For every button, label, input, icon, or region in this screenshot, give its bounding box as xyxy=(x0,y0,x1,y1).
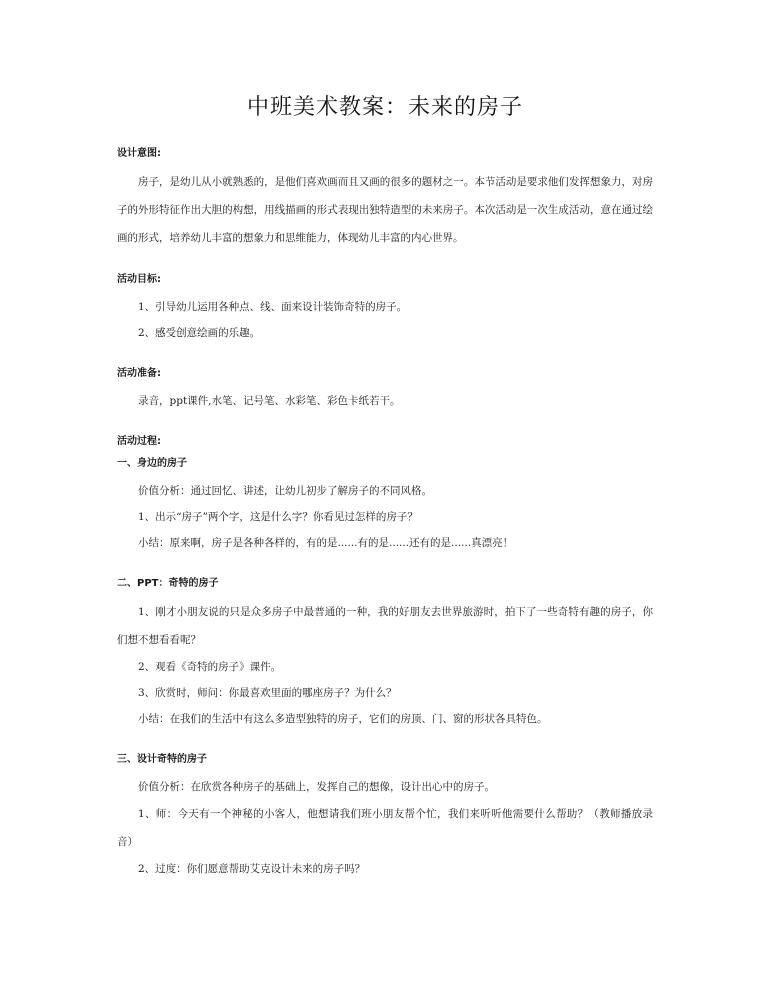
goals-heading: 活动目标: xyxy=(117,274,161,285)
part1-heading: 一、身边的房子 xyxy=(117,458,187,469)
part3-heading: 三、设计奇特的房子 xyxy=(117,754,207,765)
document-title: 中班美术教案：未来的房子 xyxy=(246,95,523,120)
part3-item-analysis: 价值分析：在欣赏各种房子的基础上，发挥自己的想像，设计出心中的房子。 xyxy=(138,781,495,793)
design-heading: 设计意图: xyxy=(117,148,161,159)
part2-item-3: 3、欣赏时，师问：你最喜欢里面的哪座房子？为什么？ xyxy=(138,687,397,699)
part2-heading: 二、PPT：奇特的房子 xyxy=(117,578,219,589)
part1-item-1: 1、出示“房子”两个字，这是什么字？你看见过怎样的房子？ xyxy=(138,511,418,523)
part3-item-1: 1、师：今天有一个神秘的小客人，他想请我们班小朋友帮个忙，我们来听听他需要什么帮助？（教师播放录音） xyxy=(117,808,653,848)
part1-item-analysis: 价值分析：通过回忆、讲述，让幼儿初步了解房子的不同风格。 xyxy=(138,485,432,497)
goal-item-2: 2、感受创意绘画的乐趣。 xyxy=(138,327,261,339)
part2-item-2: 2、观看《奇特的房子》课件。 xyxy=(138,661,282,673)
goal-item-1: 1、引导幼儿运用各种点、线、面来设计装饰奇特的房子。 xyxy=(138,301,408,313)
part3-item-2: 2、过度：你们愿意帮助艾克设计未来的房子吗？ xyxy=(138,863,366,875)
part2-summary: 小结：在我们的生活中有这么多造型独特的房子，它们的房顶、门、窗的形状各具特色。 xyxy=(138,713,548,725)
design-paragraph: 房子，是幼儿从小就熟悉的，是他们喜欢画而且又画的很多的题材之一。本节活动是要求他们发挥想象力，对房子的外形特征作出大胆的构想，用线描画的形式表现出独特造型的未来房子。本次活动是一次生成活动，意在通过绘画的形式，培养幼儿丰富的想象力和思维能力，体现幼儿丰富的内心世界。 xyxy=(117,176,653,244)
prep-heading: 活动准备: xyxy=(117,368,161,379)
process-heading: 活动过程: xyxy=(117,436,161,447)
part1-summary: 小结：原来啊，房子是各种各样的，有的是......有的是......还有的是......真漂亮！ xyxy=(138,537,514,549)
document-body xyxy=(117,146,653,882)
prep-text: 录音，ppt课件,水笔、记号笔、水彩笔、彩色卡纸若干。 xyxy=(138,395,401,407)
part2-item-1: 1、刚才小朋友说的只是众多房子中最普通的一种，我的好朋友去世界旅游时，拍下了一些奇特有趣的房子，你们想不想看看呢？ xyxy=(117,606,653,646)
